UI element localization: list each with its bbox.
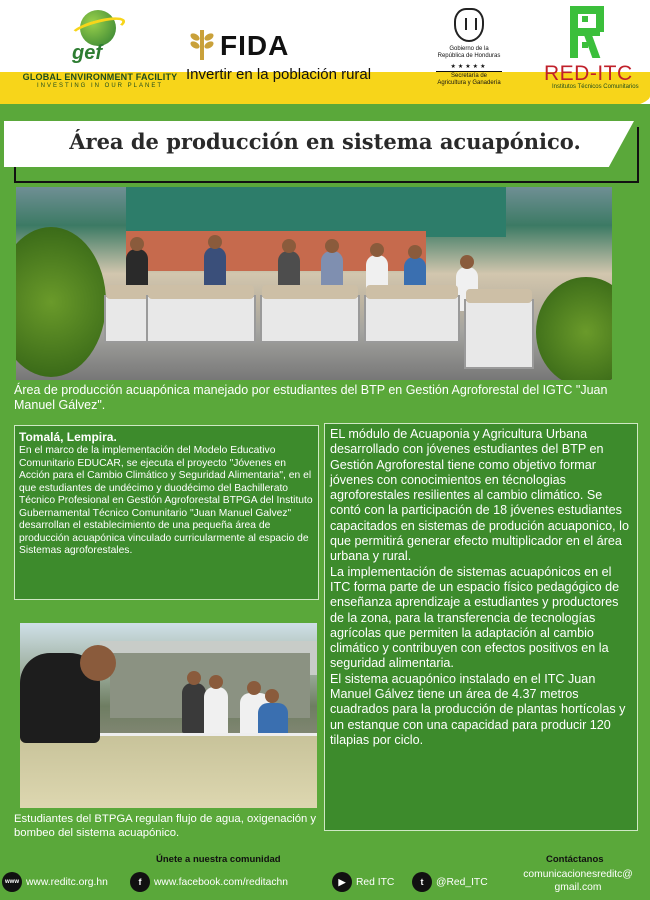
page-title: Área de producción en sistema acuapónico. bbox=[69, 129, 581, 154]
seal-icon bbox=[454, 8, 484, 42]
youtube-link[interactable] bbox=[332, 871, 394, 893]
person-head bbox=[408, 245, 422, 259]
person bbox=[204, 687, 228, 737]
fida-logo bbox=[186, 26, 376, 86]
gef-tagline: INVESTING IN OUR PLANET bbox=[36, 83, 163, 89]
join-community-label: Únete a nuestra comunidad bbox=[156, 854, 281, 865]
person-head bbox=[460, 255, 474, 269]
person-head bbox=[282, 239, 296, 253]
wheat-icon bbox=[188, 30, 216, 60]
title-banner bbox=[0, 121, 650, 191]
grow-bed bbox=[146, 295, 256, 343]
grow-bed bbox=[364, 295, 460, 343]
intro-text: En el marco de la implementación del Modelo Educativo Comunitario EDUCAR, se ejecuta el proyecto "Jóvenes en Acción para el Cambio Climático y Seguridad Alimentaria", en el que estudiantes de undécimo y duodécimo del Bachillerato Técnico Profesional en Gestión Agroforestal BTPGA del Instituto Gubernamental Técnico Comunitario "Juan Manuel Galvez" desarrollan el establecimiento de una pequeña área de producción acuapónica vinculado curricularmente al espacio de Sistemas agroforestales. bbox=[19, 445, 313, 556]
paragraph-3: El sistema acuapónico instalado en el ITC Juan Manuel Gálvez tiene un área de 4.37 metros cuadrados para la producción de plantas hortícolas y un estanque con una capacidad para producir 120 tilapias por ciclo. bbox=[330, 671, 626, 747]
secretaria-text bbox=[424, 73, 514, 87]
red-itc-name: RED-ITC bbox=[544, 62, 633, 85]
paragraph-2: La implementación de sistemas acuapónicos en el ITC forma parte de un espacio físico pedagógico de enseñanza aprendizaje a estudiantes y productores de la zona, para la transferencia de tecnologías agrícolas que permiten la adaptación al cambio climático y contribuyen con efectos positivos en la seguridad alimentaria. bbox=[330, 564, 620, 671]
globe-icon: www bbox=[2, 872, 22, 892]
gef-name: gef bbox=[72, 42, 102, 64]
youtube-icon: ▶ bbox=[332, 872, 352, 892]
red-itc-logo bbox=[540, 4, 645, 96]
gobierno-text bbox=[424, 46, 514, 60]
gobierno-line1: Gobierno de la bbox=[449, 46, 489, 52]
plant-left bbox=[16, 227, 106, 377]
divider bbox=[436, 71, 502, 72]
secretaria-line1: Secretaría de bbox=[450, 73, 488, 79]
photo-aquaponics-area bbox=[16, 187, 612, 380]
water-tank bbox=[464, 299, 534, 369]
red-itc-subtitle: Institutos Técnicos Comunitarios bbox=[552, 84, 639, 90]
photo2-caption: Estudiantes del BTPGA regulan flujo de agua, oxigenación y bombeo del sistema acuapónico. bbox=[14, 813, 317, 839]
fida-subtitle: Invertir en la población rural bbox=[186, 66, 372, 83]
gobierno-honduras-logo bbox=[424, 8, 514, 88]
location-heading: Tomalá, Lempira. bbox=[19, 430, 117, 444]
person-head bbox=[187, 671, 201, 685]
twitter-text: @Red_ITC bbox=[436, 876, 488, 888]
stars-icon: ★★★★★ bbox=[450, 64, 488, 70]
person-head bbox=[325, 239, 339, 253]
photo-students-tank bbox=[20, 623, 317, 808]
gef-subtitle: GLOBAL ENVIRONMENT FACILITY bbox=[22, 72, 178, 82]
header-green-band bbox=[0, 104, 650, 120]
details-text bbox=[330, 427, 632, 748]
paragraph-1: EL módulo de Acuaponia y Agricultura Urbana desarrollado con jóvenes estudiantes del BTP en Gestión Agroforestal tiene como objetivo formar jóvenes con conocimientos en técnologias agroforestales resilientes al cambio climático. Se contó con la participación de 18 jóvenes estudiantes capacitados en sistemas de produción acuaponico, lo que permitirá generar efecto multiplicador en el área urbana y rural. bbox=[330, 427, 629, 564]
website-link[interactable] bbox=[2, 871, 108, 893]
youtube-text: Red ITC bbox=[356, 876, 395, 888]
website-text: www.reditc.org.hn bbox=[26, 876, 108, 888]
facebook-link[interactable] bbox=[130, 871, 288, 893]
person-head bbox=[247, 681, 261, 695]
person-head bbox=[130, 237, 144, 251]
details-panel bbox=[324, 423, 638, 831]
footer bbox=[0, 848, 650, 900]
gobierno-line2: República de Honduras bbox=[437, 53, 501, 59]
person-head bbox=[370, 243, 384, 257]
intro-panel bbox=[14, 425, 319, 600]
photo-wall bbox=[126, 187, 506, 237]
person-head bbox=[209, 675, 223, 689]
photo1-caption: Área de producción acuapónica manejado por estudiantes del BTP en Gestión Agroforestal del IGTC "Juan Manuel Gálvez". bbox=[14, 383, 608, 412]
person-head bbox=[265, 689, 279, 703]
secretaria-line2: Agricultura y Ganadería bbox=[437, 80, 501, 86]
person-head bbox=[80, 645, 116, 681]
grow-bed bbox=[260, 295, 360, 343]
facebook-text: www.facebook.com/reditachn bbox=[154, 876, 288, 888]
twitter-link[interactable] bbox=[412, 871, 488, 893]
r-letter-icon bbox=[570, 6, 608, 58]
email-link[interactable]: comunicacionesreditc@ gmail.com bbox=[523, 869, 633, 893]
fida-name: FIDA bbox=[220, 30, 290, 61]
person-head bbox=[208, 235, 222, 249]
twitter-icon: t bbox=[412, 872, 432, 892]
plant-right bbox=[536, 277, 612, 380]
contact-label: Contáctanos bbox=[546, 854, 604, 865]
person bbox=[182, 683, 206, 733]
header bbox=[0, 0, 650, 120]
fish-tank bbox=[20, 733, 317, 808]
facebook-icon: f bbox=[130, 872, 150, 892]
gef-logo bbox=[10, 6, 190, 89]
